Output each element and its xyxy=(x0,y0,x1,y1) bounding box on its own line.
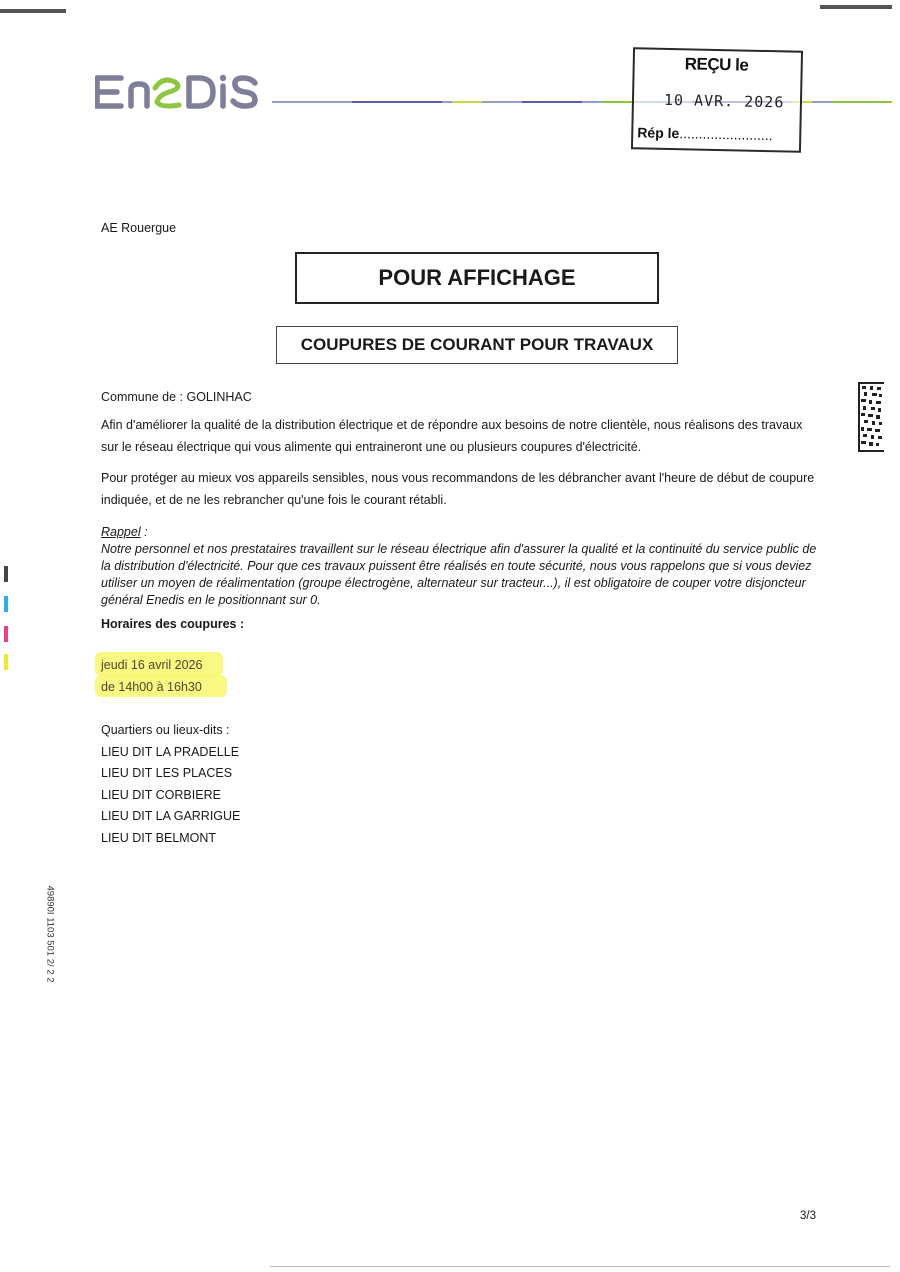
agency-name: AE Rouergue xyxy=(101,221,177,235)
display-title-box xyxy=(295,252,659,304)
enedis-logo xyxy=(95,72,265,112)
stamp-title: REÇU le xyxy=(684,54,749,75)
place-item: LIEU DIT LA GARRIGUE xyxy=(101,809,241,823)
commune-label: Commune de : xyxy=(101,390,187,404)
color-mark-magenta xyxy=(4,626,8,642)
place-item: LIEU DIT CORBIERE xyxy=(101,788,221,802)
subject-title-box xyxy=(276,326,678,364)
bottom-divider xyxy=(270,1266,890,1267)
enedis-logo-icon xyxy=(95,72,265,112)
place-item: LIEU DIT BELMONT xyxy=(101,831,217,845)
page-number: 3/3 xyxy=(800,1210,816,1222)
place-item: LIEU DIT LES PLACES xyxy=(101,766,233,780)
reminder-heading xyxy=(101,524,821,541)
color-mark-black xyxy=(4,566,8,582)
reminder-title: Rappel xyxy=(101,525,141,539)
reminder-colon: : xyxy=(140,525,148,539)
schedule-hours: de 14h00 à 16h30 xyxy=(101,680,202,694)
received-stamp xyxy=(631,47,803,153)
color-mark-cyan xyxy=(4,596,8,612)
place-item: LIEU DIT LA PRADELLE xyxy=(101,745,240,759)
schedule-date: jeudi 16 avril 2026 xyxy=(101,658,203,672)
commune-line xyxy=(101,386,252,408)
display-title: POUR AFFICHAGE xyxy=(378,265,576,290)
stamp-date: 10 AVR. 2026 xyxy=(663,90,785,112)
scan-mark-top-left xyxy=(0,9,66,13)
advice-paragraph: Pour protéger au mieux vos appareils sensibles, nous vous recommandons de les débrancher avant l'heure de début de coupure indiquée, et de ne les rebrancher qu'une fois le courant rétabli. xyxy=(101,471,815,507)
scan-mark-top-right xyxy=(820,5,892,9)
reminder-text: Notre personnel et nos prestataires travaillent sur le réseau électrique afin d'assurer la qualité et la continuité du service public de la distribution d'électricité. Pour que ces travaux puissent être réalisés en toute sécurité, nous vous rappelons que si vous deviez utiliser un moyen de réalimentation (groupe électrogène, alternateur sur tracteur...), il est obligatoire de couper votre disjoncteur général Enedis en le positionnant sur 0. xyxy=(101,542,817,607)
datamatrix-code-icon xyxy=(858,382,884,452)
stamp-reply-label: Rép le xyxy=(637,124,680,142)
side-print-code: 49890I 1103 501 2/ 2 2 xyxy=(44,885,56,983)
intro-paragraph: Afin d'améliorer la qualité de la distribution électrique et de répondre aux besoins de notre clientèle, nous réalisons des travaux sur le réseau électrique qui vous alimente qui entraineront une ou plusieurs coupures d'électricité. xyxy=(101,418,803,454)
stamp-reply-dots: ........................ xyxy=(679,125,773,144)
schedule-heading: Horaires des coupures : xyxy=(101,617,245,631)
subject-title: COUPURES DE COURANT POUR TRAVAUX xyxy=(300,335,654,354)
places-heading: Quartiers ou lieux-dits : xyxy=(101,723,230,737)
reminder-block xyxy=(101,524,821,609)
stamp-reply xyxy=(637,124,773,143)
commune-value: GOLINHAC xyxy=(186,390,252,404)
color-mark-yellow xyxy=(4,654,8,670)
